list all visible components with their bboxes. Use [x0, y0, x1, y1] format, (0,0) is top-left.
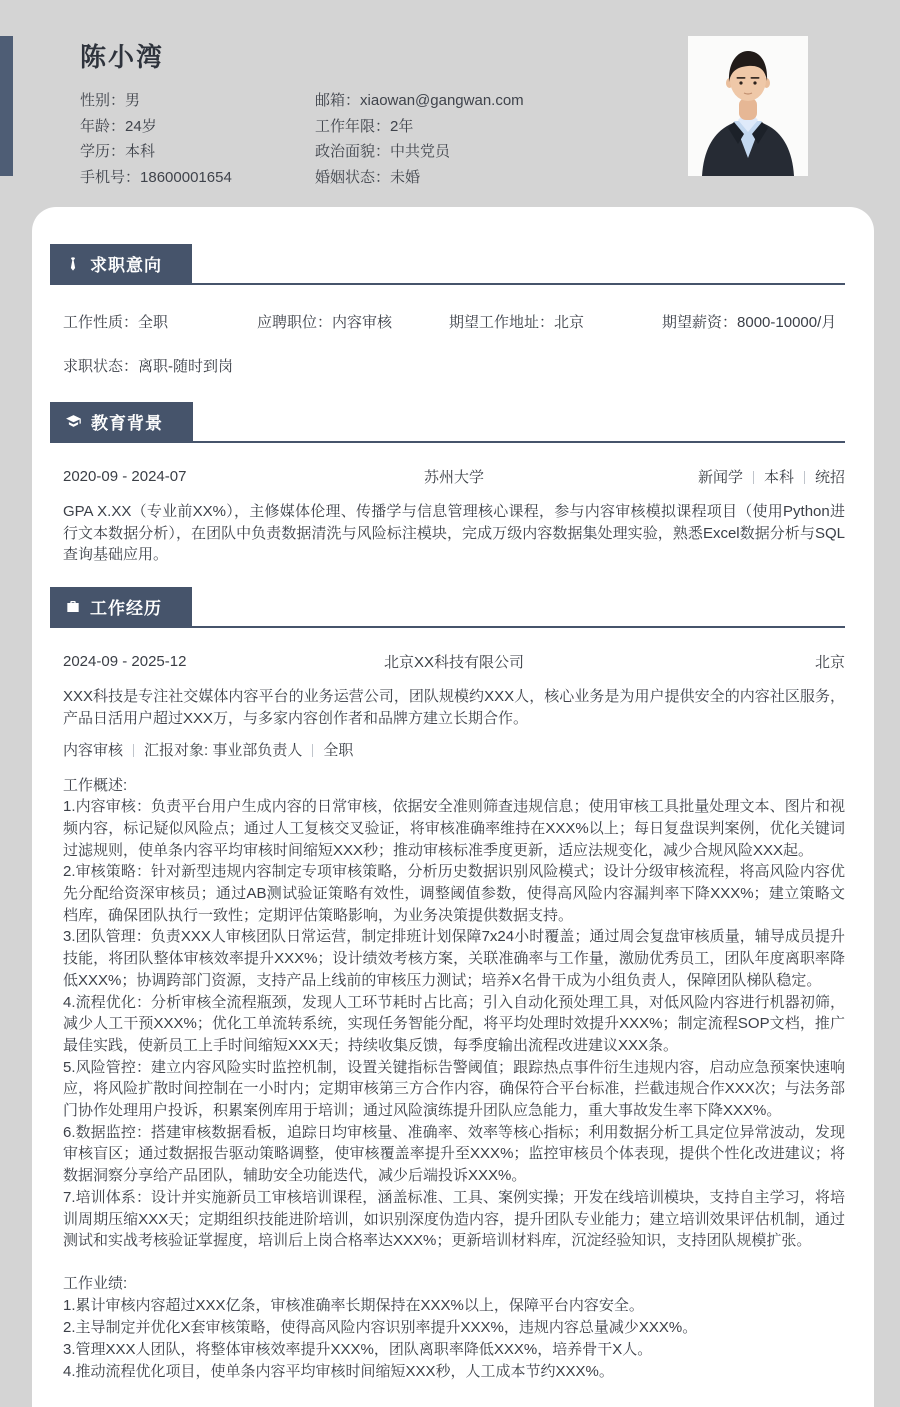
- work-city: 北京: [815, 654, 846, 672]
- info-item-age: [80, 114, 315, 140]
- info-label: 婚姻状态：: [315, 168, 391, 186]
- section-title: 教育背景: [91, 414, 163, 433]
- edu-major: 新闻学: [697, 469, 743, 486]
- work-overview-block: [63, 775, 845, 1252]
- info-item-marital-status: [315, 165, 524, 191]
- section-badge: [50, 244, 192, 283]
- duty-item: 4.流程优化：分析审核全流程瓶颈，发现人工环节耗时占比高；引入自动化预处理工具，对低风险内容进行机器初筛，减少人工干预XXX%；优化工单流转系统，实现任务智能分配，将平均处理时效提升XXX%；制定流程SOP文档，推广最佳实践，使新员工上手时间缩短XXX天；持续收集反馈，每季度输出流程改进建议XXX条。: [63, 993, 845, 1054]
- info-label: 年龄：: [80, 117, 126, 135]
- job-type: 全职: [323, 741, 354, 759]
- info-column-right: [315, 88, 524, 190]
- info-value: 未婚: [390, 168, 421, 186]
- meta-divider: [804, 471, 805, 484]
- field-label: 期望工作地址：: [449, 314, 555, 331]
- edu-degree: 本科: [763, 469, 794, 486]
- duty-item: 1.内容审核：负责平台用户生成内容的日常审核，依据安全准则筛查违规信息；使用审核工具批量处理文本、图片和视频内容，标记疑似风险点；通过人工复核交叉验证，将审核准确率维持在XXX%以上；每日复盘误判案例，优化关键词过滤规则，使单条内容平均审核时间缩短XXX秒；推动审核标准季度更新，适应法规变化，减少合规风险XXX起。: [63, 798, 845, 859]
- duty-item: 2.审核策略：针对新型违规内容制定专项审核策略，分析历史数据识别风险模式；设计分级审核流程，将高风险内容优先分配给资深审核员；通过AB测试验证策略有效性，调整阈值参数，使得高风险内容漏判率下降XXX%；建立策略文档库，确保团队执行一致性；定期评估策略影响，为业务决策提供数据支持。: [63, 863, 845, 924]
- profile-photo: [688, 36, 808, 176]
- section-education: [63, 402, 845, 566]
- overview-title: 工作概述:: [63, 776, 128, 794]
- duty-item: 6.数据监控：搭建审核数据看板，追踪日均审核量、准确率、效率等核心指标；利用数据分析工具定位异常波动，发现审核盲区；通过数据报告驱动策略调整，使审核覆盖率提升至XXX%；监控审核员个体表现，提供个性化改进建议；将数据洞察分享给产品团队，辅助安全功能迭代，减少后端投诉XXX%。: [63, 1123, 845, 1185]
- info-value: 男: [125, 92, 141, 109]
- field-expected-salary: [662, 311, 845, 332]
- resume-header: [0, 0, 900, 207]
- role-title: 内容审核: [63, 741, 124, 759]
- info-item-phone: [80, 165, 315, 191]
- info-value: 本科: [125, 143, 156, 160]
- intention-fields-row-2: [63, 355, 845, 376]
- section-job-intention: [63, 244, 845, 376]
- field-value: 全职: [138, 314, 169, 331]
- work-row: [63, 651, 845, 672]
- achievement-item: 1.累计审核内容超过XXX亿条，审核准确率长期保持在XXX%以上，保障平台内容安全。: [63, 1296, 644, 1314]
- field-target-position: [257, 311, 449, 332]
- info-item-experience-years: [315, 114, 524, 140]
- edu-enrollment: 统招: [815, 469, 846, 486]
- info-label: 工作年限：: [315, 117, 391, 135]
- info-value: xiaowan@gangwan.com: [360, 92, 524, 109]
- resume-card: [32, 207, 874, 1407]
- edu-description: GPA X.XX（专业前XX%），主修媒体伦理、传播学与信息管理核心课程，参与内容审核模拟课程项目（使用Python进行文本数据分析），在团队中负责数据清洗与风险标注模块，完成万级内容数据集处理实验，熟悉Excel数据分析与SQL查询基础应用。: [63, 503, 845, 564]
- field-job-status: [63, 355, 257, 376]
- meta-divider: [312, 744, 313, 757]
- achievement-item: 4.推动流程优化项目，使单条内容平均审核时间缩短XXX秒，人工成本节约XXX%。: [63, 1362, 614, 1380]
- info-value: 18600001654: [140, 168, 232, 186]
- achievements-title: 工作业绩:: [63, 1274, 128, 1292]
- intention-fields-row-1: [63, 311, 845, 332]
- field-label: 应聘职位：: [257, 314, 333, 331]
- section-header: [50, 244, 845, 285]
- accent-bar: [0, 36, 13, 176]
- work-period: 2024-09 - 2025-12: [63, 653, 187, 671]
- section-title: 求职意向: [90, 256, 162, 275]
- info-label: 手机号：: [80, 168, 141, 186]
- section-badge: [50, 587, 192, 626]
- field-job-nature: [63, 311, 257, 332]
- field-label: 期望薪资：: [662, 314, 738, 331]
- section-header: [50, 402, 845, 443]
- achievement-item: 3.管理XXX人团队，将整体审核效率提升XXX%，团队离职率降低XXX%，培养骨干X人。: [63, 1340, 653, 1358]
- education-row: [63, 466, 845, 487]
- duty-item: 7.培训体系：设计并实施新员工审核培训课程，涵盖标准、工具、案例实操；开发在线培训模块，支持自主学习，将培训周期压缩XXX天；定期组织技能进阶培训，如识别深度伪造内容，提升团队专业能力；建立培训效果评估机制，通过测试和实战考核验证掌握度，培训后上岗合格率达XXX%；更新培训材料库，沉淀经验知识，支持团队规模扩张。: [63, 1188, 845, 1250]
- graduation-cap-icon: [65, 413, 82, 430]
- info-column-left: [80, 88, 315, 190]
- meta-divider: [753, 471, 754, 484]
- edu-meta: [584, 466, 845, 487]
- section-title: 工作经历: [90, 599, 162, 619]
- edu-period: 2020-09 - 2024-07: [63, 468, 187, 485]
- info-label: 性别：: [80, 92, 126, 109]
- info-value: 2年: [390, 117, 414, 135]
- company-name: 北京XX科技有限公司: [384, 654, 525, 672]
- info-item-degree: [80, 139, 315, 165]
- info-label: 政治面貌：: [315, 143, 391, 160]
- candidate-name: 陈小湾: [80, 42, 165, 72]
- info-value: 24岁: [125, 117, 157, 135]
- briefcase-icon: [65, 599, 81, 615]
- work-achievements-block: [63, 1273, 845, 1383]
- achievement-item: 2.主导制定并优化X套审核策略，使得高风险内容识别率提升XXX%，违规内容总量减少XXX%。: [63, 1318, 698, 1336]
- field-value: 北京: [554, 314, 585, 331]
- field-label: 求职状态：: [63, 358, 139, 375]
- info-item-gender: [80, 88, 315, 114]
- info-value: 中共党员: [390, 143, 451, 160]
- field-label: 工作性质：: [63, 314, 139, 331]
- company-intro: XXX科技是专注社交媒体内容平台的业务运营公司，团队规模约XXX人，核心业务是为用户提供安全的内容社区服务，产品日活用户超过XXX万，与多家内容创作者和品牌方建立长期合作。: [63, 688, 845, 727]
- duty-item: 3.团队管理：负责XXX人审核团队日常运营，制定排班计划保障7x24小时覆盖；通过周会复盘审核质量，辅导成员提升技能，将团队整体审核效率提升XXX%；设计绩效考核方案，关联准确率与工作量，激励优秀员工，团队年度离职率降低XXX%；协调跨部门资源，支持产品上线前的审核压力测试；培养X名骨干成为小组负责人，保障团队梯队稳定。: [63, 928, 845, 989]
- section-badge: [50, 402, 193, 441]
- field-value: 内容审核: [332, 314, 393, 331]
- section-header: [50, 587, 845, 628]
- tie-icon: [65, 256, 81, 272]
- role-row: [63, 739, 845, 760]
- info-item-political-status: [315, 139, 524, 165]
- report-line: 汇报对象: 事业部负责人: [144, 741, 303, 759]
- field-value: 离职-随时到岗: [138, 358, 234, 375]
- section-work-experience: [63, 587, 845, 1382]
- field-value: 8000-10000/月: [737, 314, 837, 331]
- info-item-email: [315, 88, 524, 114]
- meta-divider: [133, 744, 134, 757]
- info-label: 学历：: [80, 143, 126, 160]
- info-label: 邮箱：: [315, 92, 361, 109]
- edu-school: 苏州大学: [424, 469, 485, 486]
- duty-item: 5.风险管控：建立内容风险实时监控机制，设置关键指标告警阈值；跟踪热点事件衍生违规内容，启动应急预案快速响应，将风险扩散时间控制在一小时内；定期审核第三方合作内容，确保符合平台标准，拦截违规合作XXX次；与法务部门协作处理用户投诉，积累案例库用于培训；通过风险演练提升团队应急能力，重大事故发生率下降XXX%。: [63, 1058, 845, 1120]
- field-expected-location: [449, 311, 662, 332]
